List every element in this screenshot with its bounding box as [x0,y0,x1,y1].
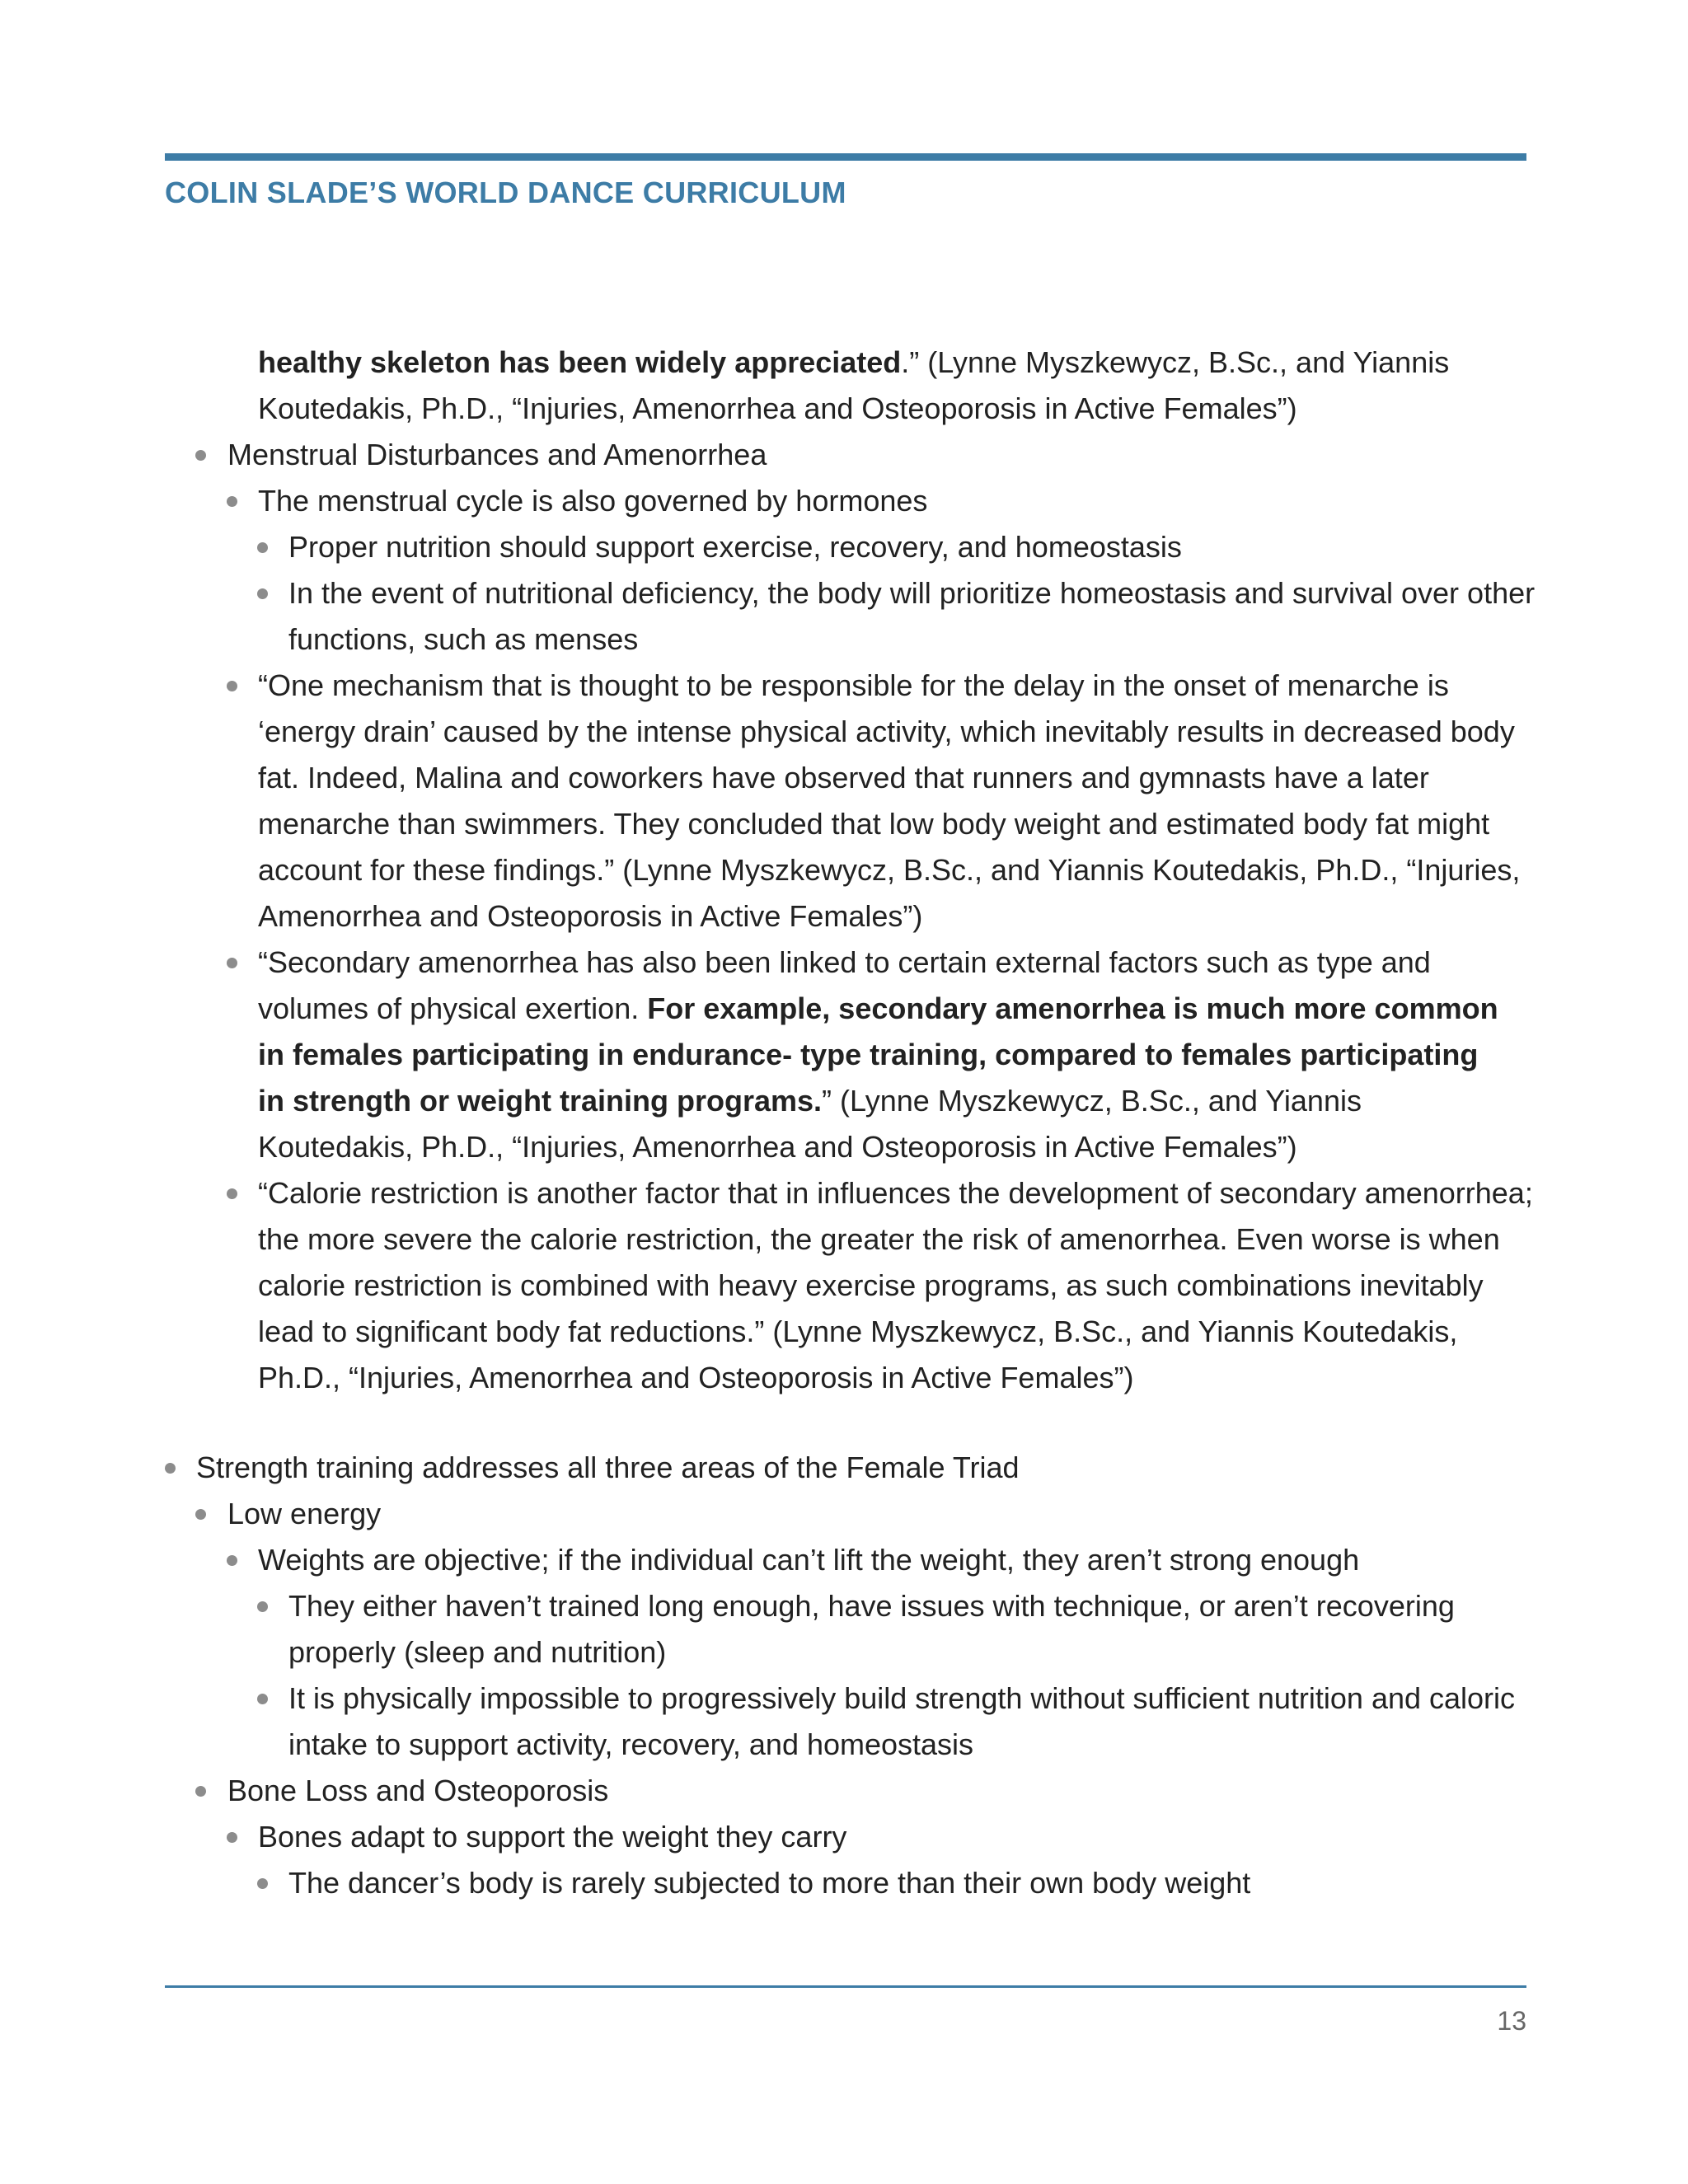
text-span: .” (Lynne Myszkewycz, B.Sc., and Yiannis [901,345,1450,379]
text-line: Ph.D., “Injuries, Amenorrhea and Osteoporosis in Active Females”) [258,1361,1134,1394]
bullet-dot-icon [257,1601,268,1612]
list-item-level4: The dancer’s body is rarely subjected to more than their own body weight [288,1866,1251,1900]
list-item-level4: Proper nutrition should support exercise, recovery, and homeostasis [288,530,1182,564]
text-line: fat. Indeed, Malina and coworkers have observed that runners and gymnasts have a later [258,761,1429,794]
list-item-level2: Bone Loss and Osteoporosis [227,1774,609,1807]
header-rule [165,153,1526,161]
bullet-dot-icon [257,1878,268,1889]
text-line: lead to significant body fat reductions.” (Lynne Myszkewycz, B.Sc., and Yiannis Koutedakis, [258,1315,1458,1348]
bullet-dot-icon [227,1188,237,1199]
text-line [258,340,1449,386]
bold-text: For example, secondary amenorrhea is much more common [647,991,1498,1025]
bullet-dot-icon [195,1786,206,1797]
text-line: the more severe the calorie restriction, the greater the risk of amenorrhea. Even worse is when [258,1222,1500,1256]
list-item-level3: Bones adapt to support the weight they carry [258,1820,847,1854]
list-item-level3: “Secondary amenorrhea has also been linked to certain external factors such as type and [258,945,1431,979]
text-line: functions, such as menses [288,622,639,656]
text-line: intake to support activity, recovery, and homeostasis [288,1727,974,1761]
bullet-dot-icon [195,1509,206,1520]
list-item-level4: They either haven’t trained long enough, have issues with technique, or aren’t recovering [288,1589,1455,1623]
text-line: Koutedakis, Ph.D., “Injuries, Amenorrhea and Osteoporosis in Active Females”) [258,1130,1297,1164]
text-line [258,1032,1478,1078]
text-line [258,986,1498,1032]
bullet-dot-icon [195,450,206,461]
bullet-dot-icon [227,1832,237,1843]
text-line [258,1078,1362,1124]
list-item-level1: Strength training addresses all three areas of the Female Triad [196,1451,1020,1484]
list-item-level4: It is physically impossible to progressively build strength without sufficient nutrition and caloric [288,1681,1516,1715]
list-item-level3: “One mechanism that is thought to be responsible for the delay in the onset of menarche is [258,668,1449,702]
list-item-level3: Weights are objective; if the individual can’t lift the weight, they aren’t strong enough [258,1543,1360,1577]
bullet-dot-icon [257,1694,268,1704]
text-line: menarche than swimmers. They concluded that low body weight and estimated body fat might [258,807,1490,841]
bold-text: in females participating in endurance- type training, compared to females participating [258,1038,1479,1071]
text-line: calorie restriction is combined with heavy exercise programs, as such combinations inevitably [258,1268,1484,1302]
bullet-dot-icon [227,496,237,507]
document-header-title: COLIN SLADE’S WORLD DANCE CURRICULUM [165,176,846,209]
bullet-dot-icon [227,958,237,968]
list-item-level2: Menstrual Disturbances and Amenorrhea [227,438,767,471]
text-line: ‘energy drain’ caused by the intense physical activity, which inevitably results in decreased body [258,715,1515,748]
bold-text: healthy skeleton has been widely appreciated [258,345,902,379]
text-line: account for these findings.” (Lynne Myszkewycz, B.Sc., and Yiannis Koutedakis, Ph.D., “Injuries, [258,853,1521,887]
page-number: 13 [1497,2006,1526,2036]
bold-text: in strength or weight training programs. [258,1084,823,1118]
list-item-level4: In the event of nutritional deficiency, the body will prioritize homeostasis and survival over other [288,576,1536,610]
text-span: ” (Lynne Myszkewycz, B.Sc., and Yiannis [822,1084,1362,1118]
list-item-level3: “Calorie restriction is another factor that in influences the development of secondary amenorrhea; [258,1176,1533,1210]
bullet-dot-icon [257,588,268,599]
footer-rule [165,1985,1526,1988]
text-line: properly (sleep and nutrition) [288,1635,667,1669]
bullet-dot-icon [257,542,268,553]
text-line: Koutedakis, Ph.D., “Injuries, Amenorrhea and Osteoporosis in Active Females”) [258,391,1297,425]
list-item-level2: Low energy [227,1497,382,1530]
bullet-dot-icon [165,1463,176,1474]
bullet-dot-icon [227,681,237,691]
list-item-level3: The menstrual cycle is also governed by hormones [258,484,928,518]
bullet-dot-icon [227,1555,237,1566]
text-line: Amenorrhea and Osteoporosis in Active Females”) [258,899,923,933]
text-span: volumes of physical exertion. [258,991,648,1025]
